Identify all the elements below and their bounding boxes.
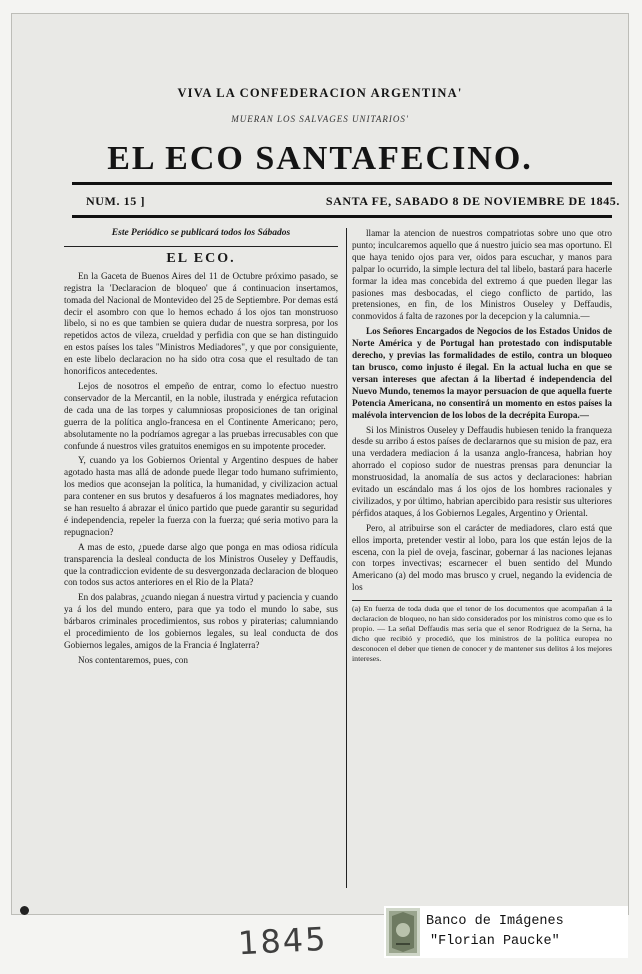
issue-rule (72, 215, 612, 218)
article-paragraph: Pero, al atribuirse son el carácter de mediadores, claro está que ellos importa, pretender vestir al lobo, para los que están lejos de la escena, con la piel de oveja, fascinar, gobernar á las naciones lejanas con torpes invectivas; escarnecer el buen sentido del Mundo Americano (a) del modo mas brusco y cruel, negando la evidencia de los (352, 522, 612, 593)
archive-watermark (384, 906, 628, 958)
footnote: (a) En fuerza de toda duda que el tenor de los documentos que acompañan á la declaracion de bloqueo, no han sido considerados por los ministros como que es lo propio. — La señal Deffaudis mas seria que el senor Rodriguez de la Serna, ha dicho que recibió y procedió, que los ministros de la política europea no desconocen el deber que tienen de conocer y de mantener sus delitos á los mejores intereses. (352, 600, 612, 664)
issue-line (86, 194, 620, 209)
watermark-line-1: Banco de Imágenes (426, 914, 564, 929)
masthead-rule (72, 182, 612, 185)
article-paragraph: Lejos de nosotros el empeño de entrar, como lo efectuo nuestro conservador de la Mercantil, en la noble, ilustrada y enérgica refutacion de cada una de las torpes y calumniosas proposiciones de tan original guerra de la política anglo-francesa en el Continente Americano; pero, absolutamente no la podríamos agregar a las pruebas irrecusables con que confunde á nuestros viles gratuitos enemigos en su impotente proceder. (64, 380, 338, 451)
issue-dateline: SANTA FE, SABADO 8 DE NOVIEMBRE DE 1845. (325, 194, 620, 208)
newspaper-title: EL ECO SANTAFECINO. (107, 140, 533, 177)
article-paragraph: Los Señores Encargados de Negocios de los Estados Unidos de Norte América y de Portugal han protestado con indisputable derecho, y previas las formalidades de estilo, contra un bloqueo tan brusco, como injusto é ilegal. En la actual lucha en que se versan intereses que afectan á la libertad é independencia del Nuevo Mundo, tenemos la mayor persuacion de que aquella fuerte Potencia Americana, no consentirá un momento en estos países la malévola intervencion de los lobos de la decrépita Europa.— (352, 326, 612, 420)
handwritten-year: 1845 (237, 919, 329, 963)
watermark-text (426, 912, 564, 952)
publication-notice: Este Periódico se publicará todos los Sábados (111, 228, 291, 238)
bullet-mark (20, 906, 29, 915)
watermark-line-2: "Florian Paucke" (430, 934, 560, 949)
article-paragraph: A mas de esto, ¿puede darse algo que ponga en mas odiosa ridícula transparencia la desleal conducta de los Ministros Ouseley y Deffaudis, que la contradiccion evidente de su desvergonzada declaracion de bloqueo con todos sus actos anteriores en el Rio de la Plata? (64, 541, 338, 588)
right-column (352, 228, 612, 898)
column-rule (64, 246, 338, 247)
article-paragraph: En la Gaceta de Buenos Aires del 11 de Octubre próximo pasado, se registra la 'Declaracion de bloqueo' que á continuacion insertamos, tomada del Nacional de Montevideo del 25 de Septiembre. Por demas está decir el asombro con que lo hemos echado á los ojos tan monstruoso libelo, si no es que tambien se quiera dudar de nuestra sorpresa, por los repetidos actos de vileza, crueldad y perfidia con que se han distinguido en estos países los tales "Ministros Mediadores", y que por consiguiente, en este libelo declaracion no ha sido otra cosa que el resultado de tan honorificos antecedentes. (64, 270, 338, 377)
masthead-submotto: MUERAN LOS SALVAGES UNITARIOS' (231, 114, 409, 124)
newspaper-page (12, 14, 628, 914)
masthead-motto: VIVA LA CONFEDERACION ARGENTINA' (177, 86, 463, 100)
column-divider (346, 228, 347, 888)
archive-logo-icon (386, 908, 420, 956)
article-paragraph: En dos palabras, ¿cuando niegan á nuestra virtud y paciencia y cuando ya á los del mundo entero, para que ya todo el mundo lo sabe, sus bárbaros criminales procedimientos, sus robos y piraterias; calumniando el procedimiento de los gobiernos legales, su leal conducta de dos Gobiernos legales, amigos de la Francia é Inglaterra? (64, 592, 338, 650)
left-column (64, 228, 338, 898)
issue-number: NUM. 15 ] (86, 194, 146, 208)
article-paragraph: Y, cuando ya los Gobiernos Oriental y Argentino despues de haber agotado hasta mas allá de adonde puede llegar todo humano sufrimiento, los medios que aconsejan la política, la humanidad, y civilizacion actual para contener en sus brutos y desafueros á los magnates mediadores, hoy se han resuelto á abrazar el único partido que puede garantir su seguridad é independencia, repeler la fuerza con la fuerza; qué seria motivo para la repugnacion? (64, 455, 338, 537)
article-paragraph: Nos contentaremos, pues, con (78, 654, 188, 665)
article-paragraph: Si los Ministros Ouseley y Deffaudis hubiesen tenido la franqueza desde su arribo á estos países de declararnos que su mision de paz, era una verdadera mediacion á la usanza anglo-francesa, habrian hoy ahorrado el copioso sudor de nuestras prensas para denunciar la monstruosidad, la anomalía de sus actos y declaraciones: habrian evitado un escándalo mas á los ojos de los hombres racionales y civilizados, y por último, habrian apercibido para resistir sus ulteriores pérfidos ataques, á los Gobiernos Legales, Argentino y Oriental. (352, 424, 612, 518)
section-title: EL ECO. (166, 250, 236, 266)
article-paragraph: llamar la atencion de nuestros compatriotas sobre uno que otro punto; inculcaremos aquello que á nuestro juicio sea mas oportuno. El que haya tenido ojos para ver, oidos para escuchar, y manos para palpar lo ocurrido, la simple lectura del tal libelo, bastará para hacerle formar la idea mas concebida del extremo á que pueden llegar las pasiones mas desbocadas, el ciego conflicto de partido, las pretensiones, en fin, de los Ministros Ouseley y Deffaudis, conmovidos á falta de razones por la decepcion y la calumnia.— (352, 228, 612, 322)
